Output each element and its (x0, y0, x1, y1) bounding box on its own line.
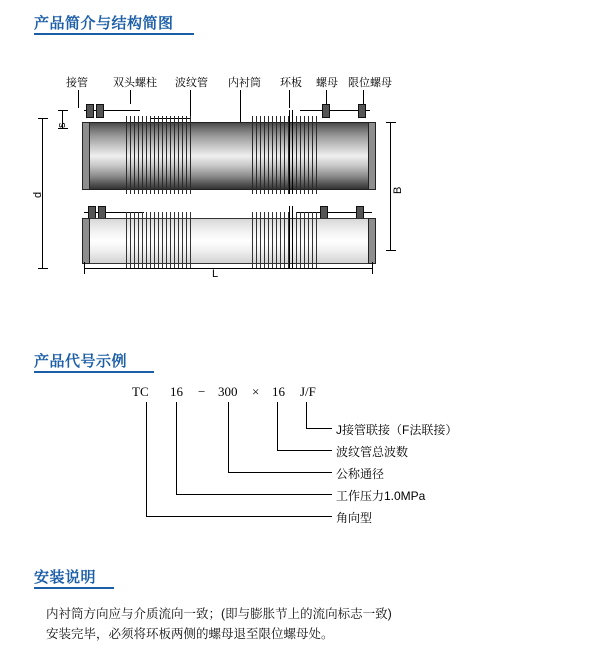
callout-label-6: 限位螺母 (348, 77, 392, 89)
ring-plate-lower (289, 206, 290, 268)
code-token-4: × (252, 384, 260, 399)
dim-tick-s-bottom (58, 128, 68, 129)
code-leader-h-3 (176, 494, 332, 495)
ring-plate-upper-2 (292, 110, 293, 194)
section-title-code: 产品代号示例 (34, 353, 128, 370)
bellows-convolutions-upper-right (252, 116, 320, 194)
product-code-diagram (0, 378, 600, 538)
code-token-5: 16 (272, 384, 285, 399)
code-leader-v-0 (306, 402, 307, 428)
dim-tick-d-bottom (38, 268, 48, 269)
section-title-intro: 产品简介与结构简图 (34, 15, 174, 32)
code-token-2: − (198, 384, 206, 399)
code-desc-0: J接管联接（F法联接） (336, 423, 458, 437)
leader-line-5 (326, 90, 327, 104)
section-title-install-underline (34, 587, 114, 589)
code-token-6: J/F (300, 384, 316, 399)
callout-label-1: 双头螺柱 (113, 77, 157, 89)
install-note-1: 安装完毕，必须将环板两侧的螺母退至限位螺母处。 (46, 627, 334, 641)
bellows-convolutions-upper-left (126, 116, 194, 194)
flange-upper-left (82, 122, 90, 190)
nut-upper-right-1 (322, 104, 330, 118)
nut-upper-left-1 (86, 104, 94, 118)
nut-upper-right-2 (358, 104, 366, 118)
dim-tick-L-left (84, 262, 85, 274)
dim-label-L: L (212, 268, 219, 280)
section-title-code-underline (34, 371, 154, 373)
code-leader-h-2 (228, 472, 332, 473)
bellows-lower-left (126, 212, 194, 268)
code-leader-v-1 (277, 402, 278, 450)
flange-lower-right (368, 218, 376, 264)
callout-label-4: 环板 (280, 77, 302, 89)
callout-label-5: 螺母 (316, 77, 338, 89)
structure-diagram (0, 60, 600, 290)
code-leader-v-3 (176, 402, 177, 494)
leader-line-4 (289, 90, 290, 108)
callout-label-3: 内衬筒 (228, 77, 261, 89)
code-token-3: 300 (218, 384, 238, 399)
code-desc-2: 公称通径 (336, 467, 385, 481)
dim-tick-s-top (58, 110, 68, 111)
code-leader-h-0 (306, 428, 332, 429)
code-desc-1: 波纹管总波数 (336, 445, 409, 459)
code-token-1: 16 (170, 384, 183, 399)
dim-label-B: B (392, 186, 404, 194)
dim-label-d: d (32, 191, 44, 198)
install-note-0: 内衬筒方向应与介质流向一致；(即与膨胀节上的流向标志一致) (46, 607, 392, 621)
section-title-install: 安装说明 (34, 569, 97, 586)
leader-line-0 (78, 90, 79, 108)
dim-line-B (390, 122, 391, 250)
leader-line-6 (363, 90, 364, 104)
ring-plate-upper (289, 110, 290, 194)
code-leader-v-2 (228, 402, 229, 472)
section-title-intro-underline (34, 33, 194, 35)
code-desc-4: 角向型 (336, 511, 373, 525)
ring-plate-lower-2 (292, 206, 293, 268)
nut-upper-left-2 (96, 104, 104, 118)
dim-tick-d-top (38, 118, 48, 119)
bellows-lower-right (252, 212, 320, 268)
dim-line-L (84, 268, 372, 269)
code-leader-h-4 (146, 516, 332, 517)
dim-tick-B-top (386, 122, 396, 123)
leader-line-2 (190, 90, 191, 118)
callout-label-2: 波纹管 (175, 77, 208, 89)
code-desc-3: 工作压力1.0MPa (336, 489, 426, 503)
flange-upper-right (368, 122, 376, 190)
code-leader-v-4 (146, 402, 147, 516)
callout-label-0: 接管 (66, 77, 88, 89)
code-leader-h-1 (277, 450, 332, 451)
code-token-0: TC (132, 384, 149, 399)
leader-line-1 (130, 90, 131, 104)
dim-label-s: s (56, 122, 68, 128)
dim-tick-L-right (372, 262, 373, 274)
dim-tick-B-bottom (386, 250, 396, 251)
flange-lower-left (82, 218, 90, 264)
